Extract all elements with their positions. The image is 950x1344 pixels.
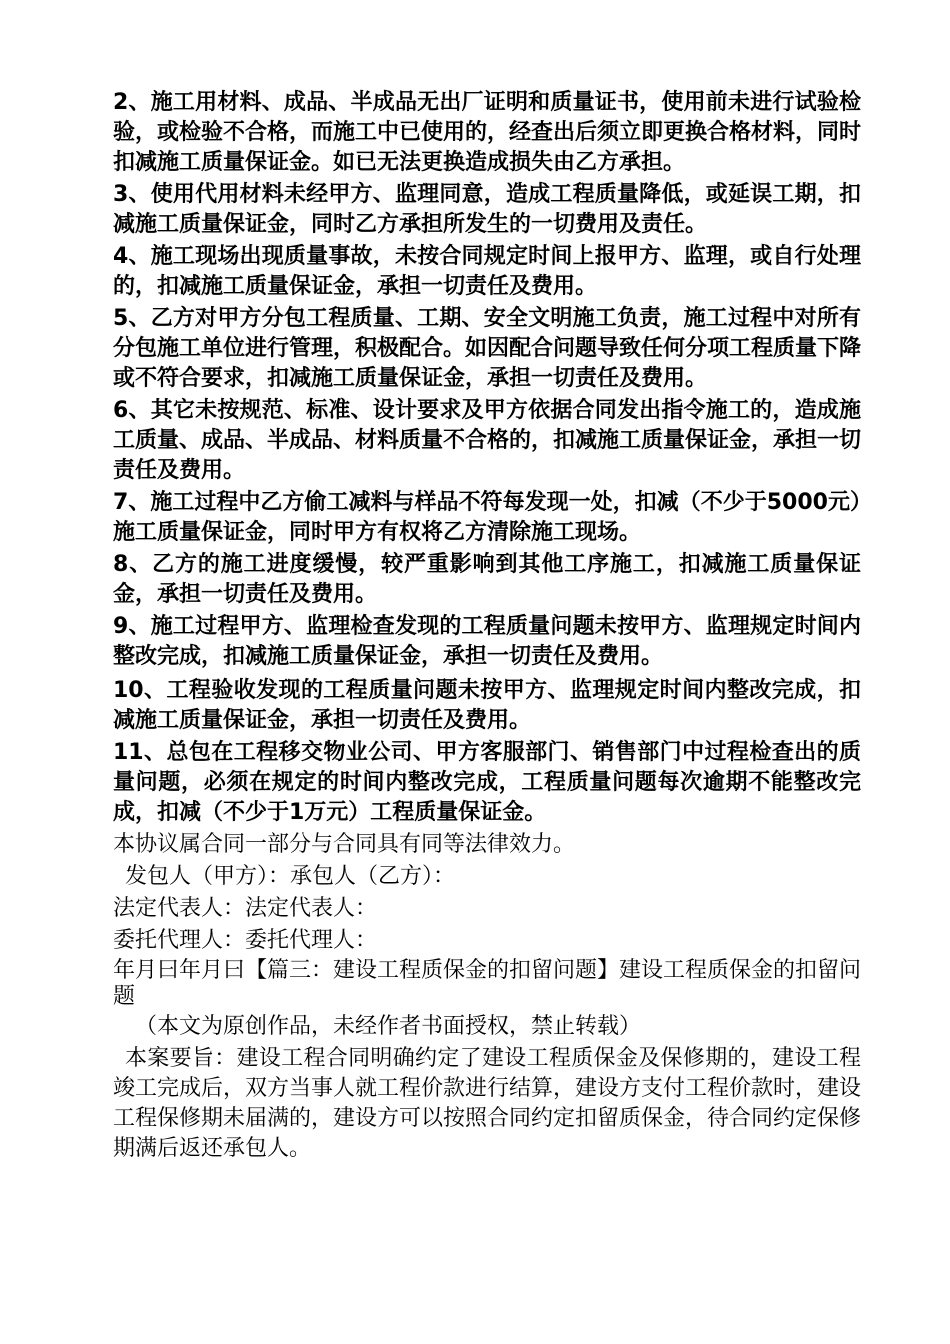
clause-11: 11、总包在工程移交物业公司、甲方客服部门、销售部门中过程检查出的质量问题，必须在规定的时间内整改完成，工程质量问题每次逾期不能整改完成，扣减（不少于1万元）工程质量保证金。 <box>113 740 861 825</box>
signature-parties: 发包人（甲方）：承包人（乙方）： <box>125 864 456 889</box>
signature-legal-rep: 法定代表人：法定代表人： <box>113 896 378 921</box>
case-summary: 本案要旨：建设工程合同明确约定了建设工程质保金及保修期的，建设工程竣工完成后，双方当事人就工程价款进行结算，建设方支付工程价款时，建设工程保修期未届满的，建设方可以按照合同约定扣留质保金，待合同约定保修期满后返还承包人。 <box>113 1046 862 1161</box>
clause-8: 8、乙方的施工进度缓慢，较严重影响到其他工序施工，扣减施工质量保证金，承担一切责任及费用。 <box>113 552 861 607</box>
section-title: 年月曰年月曰【篇三：建设工程质保金的扣留问题】建设工程质保金的扣留问题 <box>113 958 862 1009</box>
clause-2: 2、施工用材料、成品、半成品无出厂证明和质量证书，使用前未进行试验检验，或检验不合格，而施工中已使用的，经查出后须立即更换合格材料，同时扣减施工质量保证金。如已无法更换造成损失由乙方承担。 <box>113 90 862 175</box>
copyright-note: （本文为原创作品，未经作者书面授权，禁止转载） <box>135 1014 642 1039</box>
clause-4: 4、施工现场出现质量事故，未按合同规定时间上报甲方、监理，或自行处理的，扣减施工质量保证金，承担一切责任及费用。 <box>113 244 861 299</box>
clause-9: 9、施工过程甲方、监理检查发现的工程质量问题未按甲方、监理规定时间内整改完成，扣减施工质量保证金，承担一切责任及费用。 <box>113 614 861 669</box>
clause-6: 6、其它未按规范、标准、设计要求及甲方依据合同发出指令施工的，造成施工质量、成品、半成品、材料质量不合格的，扣减施工质量保证金，承担一切责任及费用。 <box>113 398 862 483</box>
closing-statement: 本协议属合同一部分与合同具有同等法律效力。 <box>113 832 576 857</box>
clause-3: 3、使用代用材料未经甲方、监理同意，造成工程质量降低，或延误工期，扣减施工质量保证金，同时乙方承担所发生的一切费用及责任。 <box>113 182 861 237</box>
clause-7: 7、施工过程中乙方偷工减料与样品不符每发现一处，扣减（不少于5000元）施工质量保证金，同时甲方有权将乙方清除施工现场。 <box>113 490 861 545</box>
document-page <box>113 88 861 1166</box>
clause-10: 10、工程验收发现的工程质量问题未按甲方、监理规定时间内整改完成，扣减施工质量保证金，承担一切责任及费用。 <box>113 678 861 733</box>
clause-5: 5、乙方对甲方分包工程质量、工期、安全文明施工负责，施工过程中对所有分包施工单位进行管理，积极配合。如因配合问题导致任何分项工程质量下降或不符合要求，扣减施工质量保证金，承担一切责任及费用。 <box>113 306 862 391</box>
signature-agent: 委托代理人：委托代理人： <box>113 928 378 953</box>
